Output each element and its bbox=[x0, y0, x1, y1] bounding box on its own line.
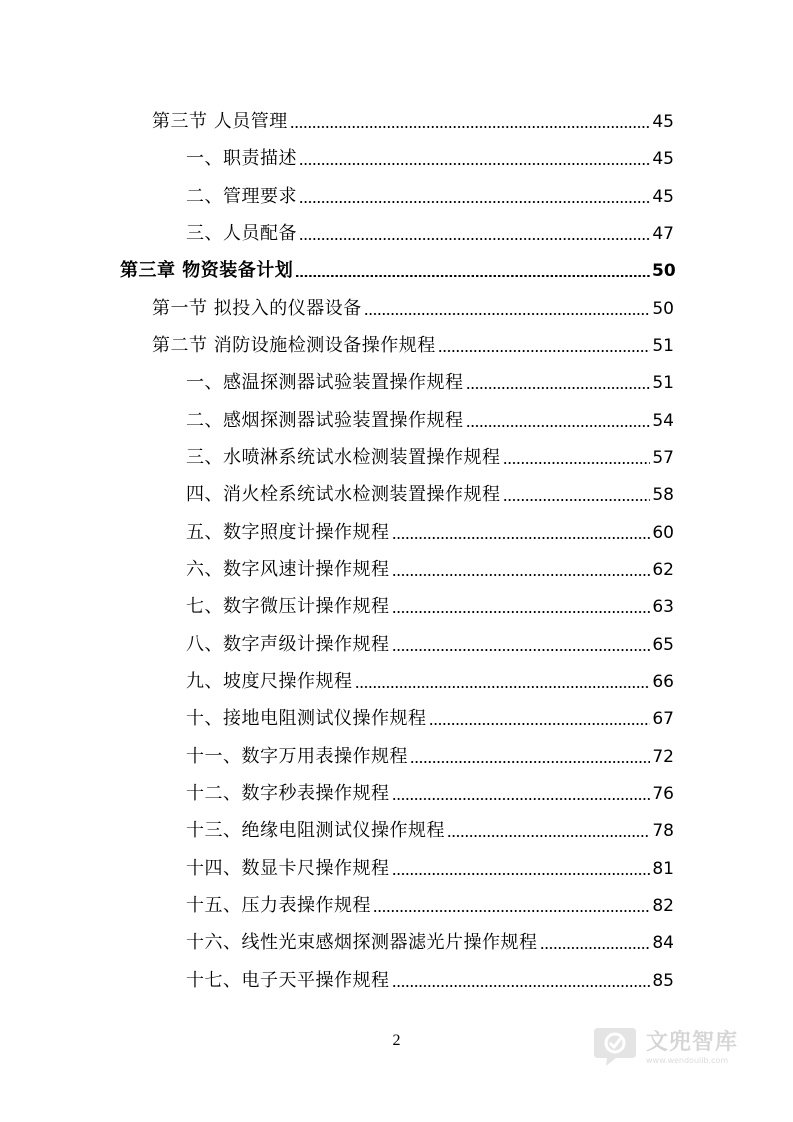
toc-entry[interactable] bbox=[186, 555, 674, 581]
toc-entry-label: 八、数字声级计操作规程 bbox=[186, 634, 390, 655]
toc-leader-dots bbox=[355, 686, 651, 688]
toc-entry-label: 十五、压力表操作规程 bbox=[186, 895, 371, 916]
toc-entry-page: 51 bbox=[652, 373, 674, 393]
toc-entry[interactable] bbox=[186, 704, 674, 730]
toc-entry-label: 三、水喷淋系统试水检测装置操作规程 bbox=[186, 447, 501, 468]
toc-leader-dots bbox=[392, 798, 651, 800]
toc-entry[interactable] bbox=[186, 742, 674, 768]
toc-entry-page: 72 bbox=[652, 747, 674, 767]
toc-leader-dots bbox=[299, 163, 650, 165]
toc-leader-dots bbox=[392, 985, 651, 987]
toc-leader-dots bbox=[503, 462, 651, 464]
toc-leader-dots bbox=[438, 350, 650, 352]
toc-entry-page: 45 bbox=[652, 149, 674, 169]
toc-entry[interactable] bbox=[186, 480, 674, 506]
toc-entry-label: 七、数字微压计操作规程 bbox=[186, 596, 390, 617]
watermark-title: 文兜智库 bbox=[646, 1030, 739, 1055]
toc-entry-label: 第三章 物资装备计划 bbox=[120, 260, 294, 281]
toc-entry-label: 第三节 人员管理 bbox=[152, 111, 288, 132]
toc-entry-label: 第二节 消防设施检测设备操作规程 bbox=[152, 335, 436, 356]
toc-entry-page: 66 bbox=[652, 672, 674, 692]
toc-entry[interactable] bbox=[186, 816, 674, 842]
toc-entry-page: 67 bbox=[652, 709, 674, 729]
toc-leader-dots bbox=[410, 761, 650, 763]
toc-leader-dots bbox=[466, 387, 651, 389]
toc-entry-page: 85 bbox=[652, 971, 674, 991]
toc-entry-label: 二、管理要求 bbox=[186, 186, 297, 207]
toc-leader-dots bbox=[392, 537, 651, 539]
toc-entry[interactable] bbox=[152, 294, 674, 320]
toc-entry-page: 54 bbox=[652, 411, 674, 431]
toc-entry[interactable] bbox=[186, 854, 674, 880]
toc-entry-label: 一、职责描述 bbox=[186, 148, 297, 169]
toc-entry[interactable] bbox=[186, 518, 674, 544]
toc-entry[interactable] bbox=[186, 891, 674, 917]
toc-entry-page: 45 bbox=[652, 112, 674, 132]
toc-leader-dots bbox=[299, 201, 650, 203]
page-number: 2 bbox=[392, 1032, 401, 1049]
toc-leader-dots bbox=[429, 723, 651, 725]
toc-entry-label: 二、感烟探测器试验装置操作规程 bbox=[186, 410, 464, 431]
toc-entry-label: 十四、数显卡尺操作规程 bbox=[186, 858, 390, 879]
toc-leader-dots bbox=[392, 611, 651, 613]
toc-leader-dots bbox=[373, 910, 650, 912]
toc-entry-page: 62 bbox=[652, 560, 674, 580]
toc-entry-page: 78 bbox=[652, 821, 674, 841]
toc-entry-page: 65 bbox=[652, 635, 674, 655]
toc-entry-page: 51 bbox=[652, 336, 674, 356]
toc-leader-dots bbox=[392, 649, 651, 651]
toc-entry-label: 九、坡度尺操作规程 bbox=[186, 671, 353, 692]
toc-entry[interactable] bbox=[186, 592, 674, 618]
toc-leader-dots bbox=[299, 238, 650, 240]
toc-entry-label: 十、接地电阻测试仪操作规程 bbox=[186, 708, 427, 729]
toc-entry-label: 十七、电子天平操作规程 bbox=[186, 970, 390, 991]
toc-entry[interactable] bbox=[186, 779, 674, 805]
toc-entry-page: 50 bbox=[652, 299, 674, 319]
toc-entry-page: 57 bbox=[652, 448, 674, 468]
toc-entry-label: 四、消火栓系统试水检测装置操作规程 bbox=[186, 484, 501, 505]
toc-leader-dots bbox=[295, 274, 650, 277]
toc-entry-label: 十二、数字秒表操作规程 bbox=[186, 783, 390, 804]
toc-leader-dots bbox=[392, 574, 651, 576]
toc-entry[interactable] bbox=[186, 368, 674, 394]
toc-entry-label: 第一节 拟投入的仪器设备 bbox=[152, 298, 362, 319]
toc-entry[interactable] bbox=[152, 107, 674, 133]
toc-entry[interactable] bbox=[152, 331, 674, 357]
toc-entry-page: 76 bbox=[652, 784, 674, 804]
toc-entry-label: 三、人员配备 bbox=[186, 223, 297, 244]
toc-entry[interactable] bbox=[186, 966, 674, 992]
toc-entry-chapter[interactable] bbox=[120, 256, 674, 282]
watermark-text bbox=[646, 1025, 738, 1065]
toc-entry-label: 十六、线性光束感烟探测器滤光片操作规程 bbox=[186, 932, 538, 953]
toc-entry[interactable] bbox=[186, 182, 674, 208]
toc-entry[interactable] bbox=[186, 928, 674, 954]
toc-leader-dots bbox=[466, 425, 651, 427]
toc-entry-page: 82 bbox=[652, 896, 674, 916]
toc-entry-page: 60 bbox=[652, 523, 674, 543]
toc-entry-label: 一、感温探测器试验装置操作规程 bbox=[186, 372, 464, 393]
toc-entry-page: 81 bbox=[652, 859, 674, 879]
toc-entry[interactable] bbox=[186, 443, 674, 469]
toc-entry[interactable] bbox=[186, 667, 674, 693]
wendou-logo-icon bbox=[590, 1020, 640, 1070]
toc-entry-page: 47 bbox=[652, 224, 674, 244]
watermark bbox=[590, 1020, 738, 1070]
toc-entry-page: 45 bbox=[652, 187, 674, 207]
toc-leader-dots bbox=[364, 313, 650, 315]
toc-leader-dots bbox=[392, 873, 651, 875]
toc-entry[interactable] bbox=[186, 630, 674, 656]
toc-entry-label: 六、数字风速计操作规程 bbox=[186, 559, 390, 580]
toc-entry-label: 十三、绝缘电阻测试仪操作规程 bbox=[186, 820, 445, 841]
toc-entry-page: 50 bbox=[652, 261, 676, 281]
toc-leader-dots bbox=[540, 947, 651, 949]
toc-leader-dots bbox=[503, 499, 651, 501]
toc-leader-dots bbox=[447, 835, 650, 837]
toc-entry[interactable] bbox=[186, 406, 674, 432]
toc-entry[interactable] bbox=[186, 144, 674, 170]
toc-entry[interactable] bbox=[186, 219, 674, 245]
toc-leader-dots bbox=[290, 126, 650, 128]
toc-entry-page: 84 bbox=[652, 933, 674, 953]
toc-entry-page: 63 bbox=[652, 597, 674, 617]
toc-entry-label: 五、数字照度计操作规程 bbox=[186, 522, 390, 543]
watermark-url: www.wendoulib.com bbox=[646, 1056, 729, 1065]
toc-entry-page: 58 bbox=[652, 485, 674, 505]
toc-entry-label: 十一、数字万用表操作规程 bbox=[186, 746, 408, 767]
